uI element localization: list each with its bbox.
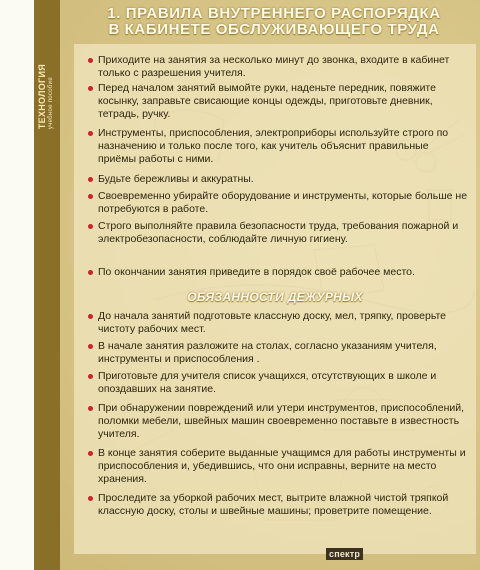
duty-text: До начала занятий подготовьте классную доску, мел, тряпку, проверьте чистоту рабочих мест. <box>98 310 447 335</box>
poster <box>34 0 480 570</box>
rule-text: По окончании занятия приведите в порядок своё рабочее место. <box>98 266 415 278</box>
bullet-icon <box>88 194 93 199</box>
rule-item <box>88 266 468 279</box>
duty-text: При обнаружении повреждений или утери инструментов, приспособлений, поломки мебели, швейных машин своевременно поставьте в известность учителя. <box>98 402 465 440</box>
poster-title-line-2: В КАБИНЕТЕ ОБСЛУЖИВАЮЩЕГО ТРУДА <box>108 21 440 38</box>
duty-item <box>88 492 468 518</box>
bullet-icon <box>88 131 93 136</box>
bullet-icon <box>88 177 93 182</box>
duty-item <box>88 340 468 366</box>
rule-item <box>88 127 468 166</box>
bullet-icon <box>88 406 93 411</box>
bullet-icon <box>88 270 93 275</box>
duty-item <box>88 370 468 396</box>
duty-text: В начале занятия разложите на столах, согласно указаниям учителя, инструменты и приспособления . <box>98 340 437 365</box>
duty-item <box>88 402 468 441</box>
side-label <box>38 64 56 129</box>
side-label-sub: учебное пособие <box>48 77 54 130</box>
duty-text: Проследите за уборкой рабочих мест, вытрите влажной чистой тряпкой классную доску, столы и швейные машины; проветрите помещение. <box>98 492 449 517</box>
bullet-icon <box>88 86 93 91</box>
rule-item <box>88 220 468 246</box>
bullet-icon <box>88 374 93 379</box>
rule-text: Перед началом занятий вымойте руки, наденьте передник, повяжите косынку, заправьте свисающие концы одежды, приготовьте дневник, тетрадь, ручку. <box>98 82 436 120</box>
content-panel <box>74 44 476 554</box>
bullet-icon <box>88 496 93 501</box>
rule-item <box>88 190 468 216</box>
poster-title-line-1: 1. ПРАВИЛА ВНУТРЕННЕГО РАСПОРЯДКА <box>107 5 441 22</box>
duty-text: Приготовьте для учителя список учащихся, отсутствующих в школе и опоздавших на занятие. <box>98 370 437 395</box>
rule-text: Своевременно убирайте оборудование и инструменты, которые больше не потребуются в работе. <box>98 190 468 215</box>
rule-text: Строго выполняйте правила безопасности труда, требования пожарной и электробезопасности, соблюдайте личную гигиену. <box>98 220 459 245</box>
bullet-icon <box>88 314 93 319</box>
poster-title <box>74 6 474 38</box>
side-label-main: ТЕХНОЛОГИЯ <box>37 64 47 130</box>
rule-item <box>88 54 468 80</box>
publisher-logo: спектр <box>326 548 363 560</box>
duty-item <box>88 310 468 336</box>
side-strip <box>34 0 60 570</box>
rule-item <box>88 82 468 121</box>
bullet-icon <box>88 344 93 349</box>
rule-text: Приходите на занятия за несколько минут до звонка, входите в кабинет только с разрешения учителя. <box>98 54 450 79</box>
rule-item <box>88 173 468 186</box>
rule-text: Инструменты, приспособления, электроприборы используйте строго по назначению и только после того, как учитель объяснит правильные приёмы работы с ними. <box>98 127 449 165</box>
duties-heading: ОБЯЗАННОСТИ ДЕЖУРНЫХ <box>187 290 363 304</box>
duty-text: В конце занятия соберите выданные учащимся для работы инструменты и приспособления и, убедившись, что они исправны, верните на место хранения. <box>98 447 466 485</box>
bullet-icon <box>88 58 93 63</box>
bullet-icon <box>88 224 93 229</box>
bullet-icon <box>88 451 93 456</box>
duty-item <box>88 447 468 486</box>
rule-text: Будьте бережливы и аккуратны. <box>98 173 254 185</box>
